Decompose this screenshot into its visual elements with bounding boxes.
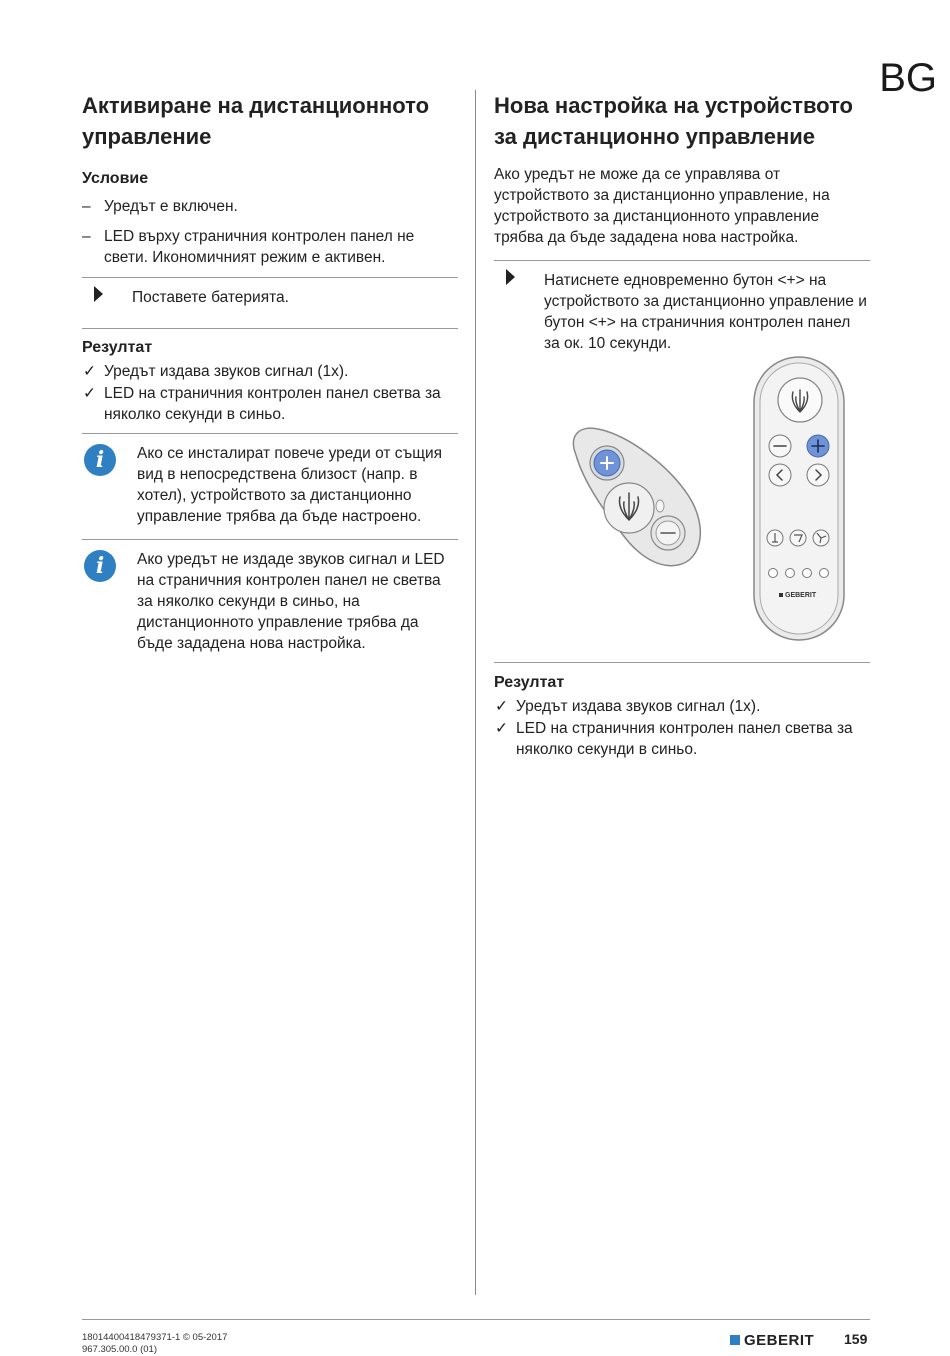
condition-list: [82, 196, 458, 268]
checkmark-icon: ✓: [495, 720, 508, 737]
result-list: [494, 696, 870, 760]
side-control-panel: [573, 428, 700, 566]
instruction-step: Натиснете едновременно бутон <+> на устройството за дистанционно управление и бутон <+> на страничния контролен панел за ок. 10 секунди.: [494, 261, 870, 366]
remote-control-illustration: [568, 355, 870, 645]
result-item: ✓ Уредът издава звуков сигнал (1x).: [83, 363, 349, 380]
condition-item: – Уредът е включен.: [82, 198, 238, 215]
instruction-step: Поставете батерията.: [82, 278, 458, 320]
section-title: Активиране на дистанционното управление: [82, 93, 430, 149]
info-note: i Ако се инсталират повече уреди от същия вид в непосредствена близост (напр. в хотел), устройството за дистанционно управление трябва да бъде настроено.: [82, 434, 458, 539]
info-icon: i: [84, 444, 116, 476]
remote-brand-label: GEBERIT: [785, 592, 817, 599]
remote-control: [754, 357, 844, 640]
divider: [494, 662, 870, 663]
condition-item: – LED върху страничния контролен панел не свети. Икономичният режим е активен.: [82, 228, 415, 266]
result-item: ✓ LED на страничния контролен панел светва за няколко секунди в синьо.: [83, 385, 441, 423]
result-heading: Резултат: [494, 674, 565, 691]
brand-square-icon: [730, 1335, 740, 1345]
brand-logo: GEBERIT: [730, 1332, 814, 1349]
result-item: ✓ Уредът издава звуков сигнал (1x).: [495, 698, 761, 715]
condition-heading: Условие: [82, 170, 149, 187]
checkmark-icon: ✓: [83, 363, 96, 380]
right-result-section: [494, 662, 870, 761]
result-list: [82, 361, 458, 425]
result-heading: Резултат: [82, 339, 153, 356]
result-item: ✓ LED на страничния контролен панел светва за няколко секунди в синьо.: [495, 720, 853, 758]
right-column: [494, 90, 870, 366]
divider: [82, 328, 458, 329]
column-divider: [475, 90, 476, 1295]
document-code: 18014400418479371-1 © 05-2017 967.305.00.0 (01): [82, 1332, 228, 1355]
language-tag: BG: [879, 56, 937, 100]
play-triangle-icon: [94, 286, 103, 302]
section-title: Нова настройка на устройството за дистанционно управление: [494, 93, 853, 149]
info-icon: i: [84, 550, 116, 582]
left-column: [82, 90, 458, 666]
checkmark-icon: ✓: [83, 385, 96, 402]
page-number: 159: [844, 1331, 868, 1347]
footer-divider: [82, 1319, 870, 1320]
intro-paragraph: Ако уредът не може да се управлява от устройството за дистанционно управление, на устройството за дистанционното управление трябва да бъде зададена нова настройка.: [494, 166, 830, 246]
play-triangle-icon: [506, 269, 515, 285]
info-note: i Ако уредът не издаде звуков сигнал и LED на страничния контролен панел не светва за няколко секунди в синьо, на дистанционното управление трябва да бъде зададена нова настройка.: [82, 540, 458, 666]
checkmark-icon: ✓: [495, 698, 508, 715]
